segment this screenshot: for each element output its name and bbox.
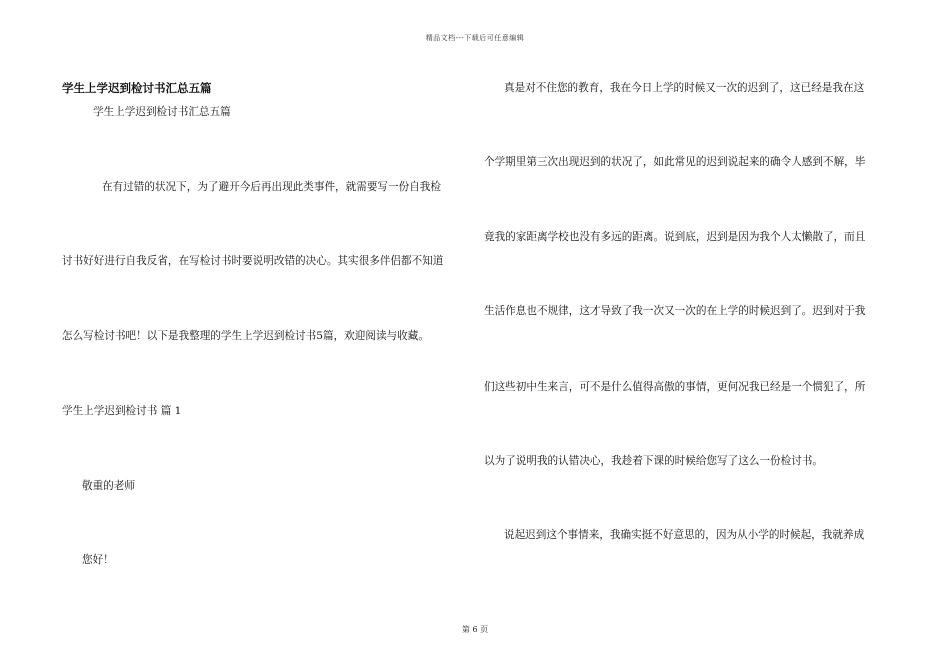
body-line: 说起迟到这个事情来，我确实挺不好意思的，因为从小学的时候起，我就养成 [504,529,865,541]
body-line: 以为了说明我的认错决心，我趁着下课的时候给您写了这么一份检讨书。 [484,455,823,467]
document-subtitle: 学生上学迟到检讨书汇总五篇 [93,106,231,118]
body-line: 个学期里第三次出现迟到的状况了，如此常见的迟到说起来的确令人感到不解，毕 [484,156,866,168]
document-title: 学生上学迟到检讨书汇总五篇 [62,81,212,95]
body-line: 竟我的家距离学校也没有多远的距离。说到底，迟到是因为我个人太懒散了，而且 [484,231,866,243]
letter-salutation: 敬重的老师 [82,480,135,492]
page-header: 精品文档---下载后可任意编辑 [425,34,525,42]
body-line: 真是对不住您的教育，我在今日上学的时候又一次的迟到了，这已经是我在这 [504,82,865,94]
body-line: 生活作息也不规律，这才导致了我一次又一次的在上学的时候迟到了。迟到对于我 [484,305,866,317]
intro-line: 怎么写检讨书吧！以下是我整理的学生上学迟到检讨书5篇，欢迎阅读与收藏。 [62,330,429,342]
page-footer: 第 6 页 [461,625,489,634]
intro-line: 讨书好好进行自我反省，在写检讨书时要说明改错的决心。其实很多伴侣都不知道 [62,255,444,267]
body-line: 们这些初中生来言，可不是什么值得高傲的事情，更何况我已经是一个惯犯了，所 [484,381,866,393]
section-heading: 学生上学迟到检讨书 篇 1 [62,405,182,417]
letter-greeting: 您好！ [82,554,114,566]
intro-line: 在有过错的状况下，为了避开今后再出现此类事件，就需要写一份自我检 [102,181,441,193]
